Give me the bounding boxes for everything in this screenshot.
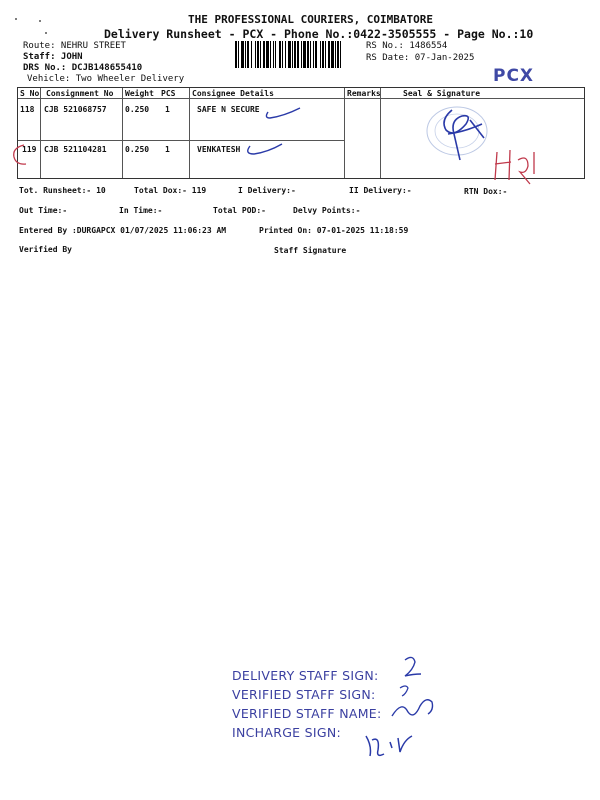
handwritten-name <box>392 700 433 716</box>
delvy-points: Delvy Points:- <box>293 206 361 215</box>
total-pod: Total POD:- <box>213 206 266 215</box>
stamp-incharge-sign: INCHARGE SIGN: <box>232 725 342 740</box>
stamp-verified-staff-name: VERIFIED STAFF NAME: <box>232 706 382 721</box>
row-consignment: CJB 521104281 <box>44 145 107 154</box>
vehicle-label: Vehicle: Two Wheeler Delivery <box>27 74 185 84</box>
row-weight: 0.250 <box>125 105 150 114</box>
header-remarks: Remarks <box>347 89 381 98</box>
staff-label: Staff: JOHN <box>23 52 83 62</box>
ii-delivery: II Delivery:- <box>349 186 412 195</box>
header-consignment: Consignment No <box>46 89 114 98</box>
rtn-dox: RTN Dox:- <box>464 187 508 196</box>
printed-on: Printed On: 07-01-2025 11:18:59 <box>259 226 409 235</box>
tick-mark <box>266 108 300 118</box>
runsheet-subtitle: Delivery Runsheet - PCX - Phone No.:0422-3505555 - Page No.:10 <box>104 27 534 41</box>
header-consignee: Consignee Details <box>192 89 274 98</box>
row-consignee: SAFE N SECURE <box>197 105 260 114</box>
handwritten-incharge-sign <box>366 736 412 756</box>
handwritten-sign <box>400 686 408 696</box>
staff-signature: Staff Signature <box>274 246 347 255</box>
header-sno: S No <box>20 89 40 98</box>
row-sno: 119 <box>22 145 37 154</box>
tick-mark <box>248 144 282 154</box>
row-consignment: CJB 521068757 <box>44 105 107 114</box>
header-pcs: PCS <box>161 89 176 98</box>
route-label: Route: NEHRU STREET <box>23 41 126 51</box>
signature-scribble <box>444 110 484 160</box>
pcx-stamp: PCX <box>493 66 535 86</box>
row-sno: 118 <box>20 105 35 114</box>
out-time: Out Time:- <box>19 206 68 215</box>
verified-by: Verified By <box>19 245 72 254</box>
row-weight: 0.250 <box>125 145 150 154</box>
row-consignee: VENKATESH <box>197 145 241 154</box>
header-seal-signature: Seal & Signature <box>403 89 481 98</box>
red-initials <box>495 150 534 184</box>
stamp-verified-staff-sign: VERIFIED STAFF SIGN: <box>232 687 376 702</box>
handwritten-sign <box>405 657 421 676</box>
company-title: THE PROFESSIONAL COURIERS, COIMBATORE <box>188 13 434 26</box>
rs-date: RS Date: 07-Jan-2025 <box>366 53 475 63</box>
red-circle-mark <box>14 145 26 164</box>
entered-by: Entered By :DURGAPCX 01/07/2025 11:06:23 AM <box>19 226 227 235</box>
header-weight: Weight <box>125 89 154 98</box>
row-pcs: 1 <box>165 105 170 114</box>
i-delivery: I Delivery:- <box>238 186 296 195</box>
in-time: In Time:- <box>119 206 163 215</box>
row-pcs: 1 <box>165 145 170 154</box>
stamp-delivery-staff-sign: DELIVERY STAFF SIGN: <box>232 668 379 683</box>
drs-number: DRS No.: DCJB148655410 <box>23 63 143 73</box>
rs-number: RS No.: 1486554 <box>366 41 448 51</box>
total-runsheet: Tot. Runsheet:- 10 <box>19 186 106 195</box>
total-dox: Total Dox:- 119 <box>134 186 207 195</box>
